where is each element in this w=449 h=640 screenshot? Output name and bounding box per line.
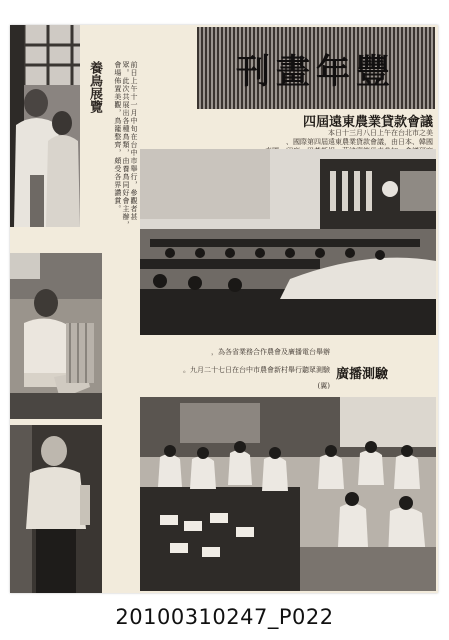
photo-radio-test-room	[140, 397, 436, 591]
article-2-body-line: 為各省業務合作農會及廣播電台舉辦，	[211, 348, 330, 356]
article-1-headline: 四屆遠東農業貸款會議	[302, 115, 433, 130]
photo-conference-meeting	[140, 149, 436, 335]
article-1-body-line: 國際第四屆遠東農業貸款會議，由日本、韓國、	[286, 138, 433, 146]
archive-id-caption: 20100310247_P022	[115, 605, 334, 629]
article-2-body-line: (翼)	[317, 382, 330, 390]
sidebar-body: 前日上午十一月中旬在台中市舉行，參觀者甚眾。此次共展出各種鳥類，由養鳥同好會主辦，會場佈置美觀，鳥籠整齊，頗受各界讚賞。	[113, 61, 138, 229]
article-2-title: 廣播測驗	[336, 367, 389, 382]
photo-man-seated	[10, 253, 102, 419]
sidebar-title: 養鳥展覽	[86, 61, 102, 113]
photo-man-standing	[10, 425, 102, 593]
magazine-page	[10, 25, 438, 593]
article-2-body-line: 九月二十七日在台中市農會新村舉行聽眾測驗。	[183, 366, 330, 374]
magazine-banner	[197, 27, 435, 109]
banner-title: 刊畫年豐	[236, 51, 396, 92]
article-1-body-line: 本日十三月八日上午在台北市之美	[328, 129, 433, 137]
